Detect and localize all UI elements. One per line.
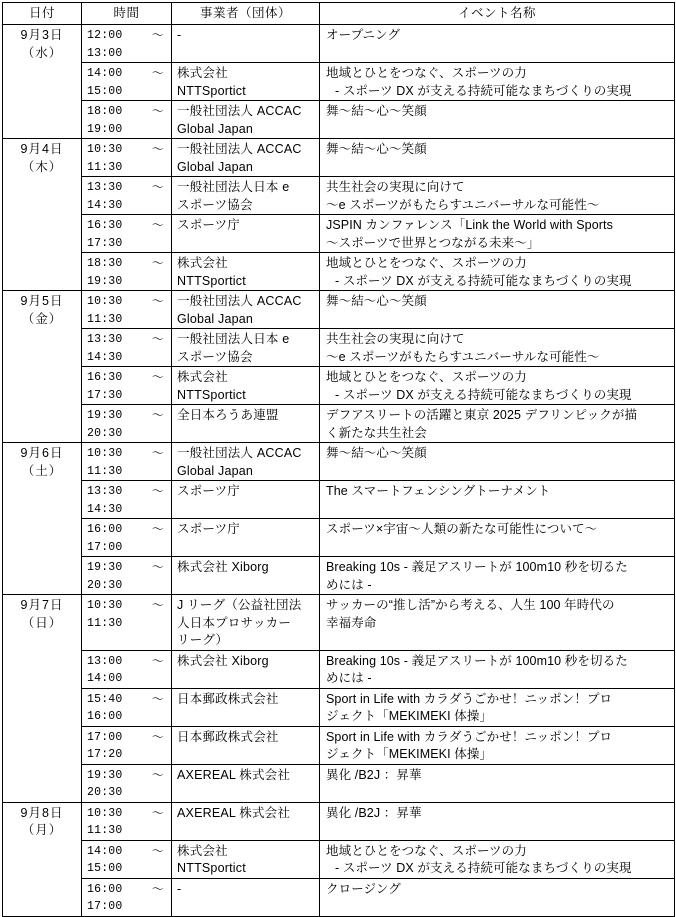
date-cell xyxy=(3,443,82,595)
time-end: 11:30 xyxy=(87,824,123,837)
time-end: 17:30 xyxy=(87,388,123,402)
event-name-line: 幸福寿命 xyxy=(326,615,377,630)
time-cell xyxy=(82,650,172,688)
organizer-line: 一般社団法人 ACCAC xyxy=(177,294,302,308)
time-start: 16:30 xyxy=(87,219,123,232)
event-name-cell xyxy=(320,139,675,177)
organizer-line: J リーグ（公益社団法 xyxy=(177,598,302,612)
time-cell xyxy=(82,139,172,177)
time-end: 19:30 xyxy=(87,274,123,288)
event-name-line: - スポーツ DX が支える持続可能なまちづくりの実現 xyxy=(335,387,632,402)
event-name-line: 舞～結～心～笑顔 xyxy=(326,446,427,460)
organizer-line: Global Japan xyxy=(177,463,254,478)
time-cell xyxy=(82,253,172,291)
organizer-line: スポーツ協会 xyxy=(177,349,253,364)
event-name-line: JSPIN カンファレンス「Link the World with Sports xyxy=(326,218,613,232)
organizer-line: スポーツ庁 xyxy=(177,522,241,536)
event-name-line: 舞～結～心～笑顔 xyxy=(326,142,427,156)
time-range-separator: ～ xyxy=(151,843,164,858)
table-row xyxy=(3,63,675,101)
time-cell xyxy=(82,329,172,367)
organizer-cell xyxy=(172,405,320,443)
table-row xyxy=(3,650,675,688)
table-row xyxy=(3,329,675,367)
event-name-cell xyxy=(320,557,675,595)
time-cell xyxy=(82,25,172,63)
date-cell xyxy=(3,25,82,139)
event-name-cell xyxy=(320,878,675,916)
organizer-line: スポーツ庁 xyxy=(177,218,241,232)
date-cell xyxy=(3,802,82,916)
time-range-separator: ～ xyxy=(151,484,164,498)
time-cell xyxy=(82,63,172,101)
time-start: 16:30 xyxy=(87,371,123,384)
table-row xyxy=(3,481,675,519)
table-row xyxy=(3,840,675,878)
time-cell xyxy=(82,878,172,916)
event-name-cell xyxy=(320,595,675,651)
date-line: 9月8日 xyxy=(20,805,64,820)
time-start: 19:30 xyxy=(87,561,123,574)
time-end: 13:00 xyxy=(87,46,123,60)
time-start: 16:00 xyxy=(87,523,123,536)
time-end: 20:30 xyxy=(87,786,123,799)
time-start: 13:30 xyxy=(87,181,123,194)
date-line: （土） xyxy=(21,463,63,478)
time-range-separator: ～ xyxy=(151,653,164,668)
time-range-separator: ～ xyxy=(151,598,164,612)
time-end: 16:00 xyxy=(87,710,123,723)
time-end: 14:30 xyxy=(87,502,123,516)
table-row xyxy=(3,367,675,405)
organizer-cell xyxy=(172,177,320,215)
table-header xyxy=(3,3,675,25)
time-end: 11:30 xyxy=(87,616,123,630)
event-name-line: 舞～結～心～笑顔 xyxy=(326,294,427,308)
table-row xyxy=(3,177,675,215)
organizer-line: 株式会社 Xiborg xyxy=(177,653,269,668)
organizer-cell xyxy=(172,557,320,595)
organizer-cell xyxy=(172,443,320,481)
time-start: 18:00 xyxy=(87,105,123,118)
organizer-cell xyxy=(172,726,320,764)
time-range-separator: ～ xyxy=(151,408,164,422)
time-range-separator: ～ xyxy=(151,104,164,118)
event-name-line: - スポーツ DX が支える持続可能なまちづくりの実現 xyxy=(335,273,632,288)
table-row xyxy=(3,139,675,177)
time-end: 19:00 xyxy=(87,122,123,136)
time-cell xyxy=(82,481,172,519)
time-cell xyxy=(82,840,172,878)
organizer-line: Global Japan xyxy=(177,159,254,174)
event-name-line: 異化 /B2J ：昇華 xyxy=(326,767,422,782)
time-start: 10:30 xyxy=(87,806,123,820)
event-name-line: サッカーの“推し活”から考える、人生 100 年時代の xyxy=(326,598,615,612)
time-start: 17:00 xyxy=(87,730,123,744)
time-end: 11:30 xyxy=(87,312,123,326)
time-range-separator: ～ xyxy=(151,256,164,270)
column-header-event: イベント名称 xyxy=(320,3,675,25)
organizer-line: - xyxy=(177,28,182,42)
time-cell xyxy=(82,443,172,481)
event-name-cell xyxy=(320,329,675,367)
time-range-separator: ～ xyxy=(151,881,164,896)
organizer-cell xyxy=(172,25,320,63)
date-line: 9月5日 xyxy=(20,294,64,308)
date-line: 9月6日 xyxy=(20,446,64,460)
table-row xyxy=(3,688,675,726)
table-row xyxy=(3,595,675,651)
organizer-line: スポーツ庁 xyxy=(177,484,241,498)
organizer-cell xyxy=(172,139,320,177)
time-end: 15:00 xyxy=(87,862,123,875)
event-name-cell xyxy=(320,519,675,557)
time-start: 10:30 xyxy=(87,295,123,308)
date-line: （水） xyxy=(21,45,63,60)
organizer-cell xyxy=(172,253,320,291)
organizer-cell xyxy=(172,595,320,651)
organizer-line: AXEREAL 株式会社 xyxy=(177,767,291,782)
time-cell xyxy=(82,595,172,651)
organizer-cell xyxy=(172,764,320,802)
organizer-cell xyxy=(172,63,320,101)
time-end: 17:20 xyxy=(87,748,123,761)
time-range-separator: ～ xyxy=(151,66,164,80)
event-name-line: Sport in Life with カラダうごかせ！ニッポン！プロ xyxy=(326,729,613,744)
time-cell xyxy=(82,519,172,557)
time-end: 20:30 xyxy=(87,426,123,440)
organizer-line: 株式会社 xyxy=(177,66,228,80)
event-name-line: 地域とひとをつなぐ、スポーツの力 xyxy=(326,256,527,270)
table-row xyxy=(3,519,675,557)
event-name-cell xyxy=(320,688,675,726)
date-line: （金） xyxy=(21,311,63,326)
organizer-cell xyxy=(172,215,320,253)
organizer-cell xyxy=(172,802,320,840)
table-row xyxy=(3,726,675,764)
event-name-cell xyxy=(320,177,675,215)
time-start: 13:30 xyxy=(87,333,123,346)
event-name-line: ジェクト「MEKIMEKI 体操」 xyxy=(326,709,493,723)
time-start: 19:30 xyxy=(87,409,123,422)
event-name-line: デフアスリートの活躍と東京 2025 デフリンピックが描 xyxy=(326,408,638,422)
event-name-line: - スポーツ DX が支える持続可能なまちづくりの実現 xyxy=(335,861,632,875)
organizer-cell xyxy=(172,367,320,405)
event-name-line: オープニング xyxy=(326,28,401,42)
event-name-line: めには - xyxy=(326,577,372,592)
event-schedule-table xyxy=(2,2,675,917)
time-end: 15:00 xyxy=(87,84,123,98)
organizer-cell xyxy=(172,481,320,519)
organizer-line: NTTSportict xyxy=(177,861,246,875)
organizer-line: 全日本ろうあ連盟 xyxy=(177,408,279,422)
event-name-cell xyxy=(320,481,675,519)
time-start: 10:30 xyxy=(87,447,123,460)
organizer-line: 一般社団法人 ACCAC xyxy=(177,142,302,156)
organizer-line: NTTSportict xyxy=(177,273,246,288)
time-range-separator: ～ xyxy=(151,805,164,820)
event-name-cell xyxy=(320,253,675,291)
time-range-separator: ～ xyxy=(151,294,164,308)
time-cell xyxy=(82,557,172,595)
event-name-line: 異化 /B2J ：昇華 xyxy=(326,805,422,820)
table-row xyxy=(3,764,675,802)
table-row xyxy=(3,405,675,443)
time-range-separator: ～ xyxy=(151,180,164,194)
time-cell xyxy=(82,764,172,802)
organizer-line: 株式会社 xyxy=(177,843,228,858)
date-cell xyxy=(3,595,82,803)
time-cell xyxy=(82,367,172,405)
organizer-cell xyxy=(172,329,320,367)
event-name-cell xyxy=(320,443,675,481)
time-end: 14:00 xyxy=(87,672,123,685)
time-range-separator: ～ xyxy=(151,560,164,574)
organizer-line: 株式会社 Xiborg xyxy=(177,560,269,574)
time-cell xyxy=(82,726,172,764)
organizer-line: 一般社団法人日本 e xyxy=(177,180,290,194)
event-name-cell xyxy=(320,25,675,63)
time-cell xyxy=(82,177,172,215)
organizer-cell xyxy=(172,878,320,916)
time-cell xyxy=(82,215,172,253)
time-end: 17:00 xyxy=(87,540,123,554)
event-name-line: 共生社会の実現に向けて xyxy=(326,180,465,194)
time-cell xyxy=(82,101,172,139)
organizer-cell xyxy=(172,291,320,329)
organizer-line: 一般社団法人 ACCAC xyxy=(177,446,302,460)
event-name-line: スポーツ×宇宙～人類の新たな可能性について～ xyxy=(326,522,598,536)
time-range-separator: ～ xyxy=(151,332,164,346)
time-range-separator: ～ xyxy=(151,28,164,42)
time-range-separator: ～ xyxy=(151,767,164,782)
time-end: 20:30 xyxy=(87,578,123,592)
organizer-line: - xyxy=(177,881,182,896)
event-name-cell xyxy=(320,367,675,405)
table-row xyxy=(3,215,675,253)
event-name-cell xyxy=(320,764,675,802)
event-name-line: 地域とひとをつなぐ、スポーツの力 xyxy=(326,370,527,384)
table-row xyxy=(3,802,675,840)
table-row xyxy=(3,557,675,595)
date-line: 9月4日 xyxy=(20,142,64,156)
event-name-cell xyxy=(320,726,675,764)
event-name-line: ～e スポーツがもたらすユニバーサルな可能性～ xyxy=(326,349,600,364)
time-start: 14:00 xyxy=(87,67,123,80)
time-start: 12:00 xyxy=(87,29,123,42)
time-range-separator: ～ xyxy=(151,446,164,460)
time-end: 14:30 xyxy=(87,350,123,364)
time-cell xyxy=(82,405,172,443)
organizer-line: 株式会社 xyxy=(177,256,228,270)
time-cell xyxy=(82,688,172,726)
organizer-line: 一般社団法人 ACCAC xyxy=(177,104,302,118)
date-line: 9月3日 xyxy=(20,28,64,42)
time-start: 19:30 xyxy=(87,768,123,782)
organizer-line: 日本郵政株式会社 xyxy=(177,691,279,706)
table-row xyxy=(3,443,675,481)
event-name-line: ～スポーツで世界とつながる未来～」 xyxy=(326,235,540,250)
event-name-cell xyxy=(320,101,675,139)
time-start: 16:00 xyxy=(87,882,123,896)
organizer-line: スポーツ協会 xyxy=(177,197,253,212)
event-name-line: ～e スポーツがもたらすユニバーサルな可能性～ xyxy=(326,197,600,212)
date-line: 9月7日 xyxy=(20,598,64,612)
organizer-line: Global Japan xyxy=(177,121,254,136)
event-name-cell xyxy=(320,802,675,840)
time-range-separator: ～ xyxy=(151,729,164,744)
organizer-line: NTTSportict xyxy=(177,83,246,98)
event-name-line: The スマートフェンシングトーナメント xyxy=(326,484,551,498)
date-cell xyxy=(3,291,82,443)
event-name-line: 地域とひとをつなぐ、スポーツの力 xyxy=(326,66,527,80)
time-end: 14:30 xyxy=(87,198,123,212)
time-end: 17:30 xyxy=(87,236,123,250)
date-line: （日） xyxy=(21,615,63,630)
date-cell xyxy=(3,139,82,291)
event-name-cell xyxy=(320,405,675,443)
time-start: 13:30 xyxy=(87,485,123,498)
time-start: 10:30 xyxy=(87,599,123,612)
time-range-separator: ～ xyxy=(151,522,164,536)
event-name-line: く新たな共生社会 xyxy=(326,425,427,440)
column-header-organizer: 事業者（団体） xyxy=(172,3,320,25)
organizer-cell xyxy=(172,840,320,878)
event-name-line: めには - xyxy=(326,671,372,685)
event-name-cell xyxy=(320,63,675,101)
organizer-line: 日本郵政株式会社 xyxy=(177,729,279,744)
organizer-line: AXEREAL 株式会社 xyxy=(177,805,291,820)
organizer-line: Global Japan xyxy=(177,311,254,326)
table-row xyxy=(3,878,675,916)
event-name-line: クロージング xyxy=(326,881,401,896)
event-name-cell xyxy=(320,291,675,329)
event-name-cell xyxy=(320,840,675,878)
date-line: （木） xyxy=(21,159,63,174)
time-end: 11:30 xyxy=(87,464,123,478)
event-name-line: ジェクト「MEKIMEKI 体操」 xyxy=(326,747,493,761)
table-row xyxy=(3,101,675,139)
time-range-separator: ～ xyxy=(151,218,164,232)
organizer-line: 人日本プロサッカー xyxy=(177,615,292,630)
organizer-line: 株式会社 xyxy=(177,370,228,384)
event-name-cell xyxy=(320,215,675,253)
organizer-cell xyxy=(172,101,320,139)
time-start: 13:00 xyxy=(87,654,123,668)
time-start: 18:30 xyxy=(87,257,123,270)
time-range-separator: ～ xyxy=(151,370,164,384)
time-cell xyxy=(82,802,172,840)
time-range-separator: ～ xyxy=(151,691,164,706)
event-name-line: 地域とひとをつなぐ、スポーツの力 xyxy=(326,843,527,858)
table-row xyxy=(3,291,675,329)
organizer-line: 一般社団法人日本 e xyxy=(177,332,290,346)
event-name-line: Breaking 10s - 義足アスリートが 100m10 秒を切るた xyxy=(326,653,628,668)
organizer-line: リーグ） xyxy=(177,633,229,647)
organizer-cell xyxy=(172,519,320,557)
event-name-line: - スポーツ DX が支える持続可能なまちづくりの実現 xyxy=(335,83,632,98)
organizer-cell xyxy=(172,650,320,688)
time-start: 15:40 xyxy=(87,692,123,706)
organizer-line: NTTSportict xyxy=(177,387,246,402)
event-name-line: Sport in Life with カラダうごかせ！ニッポン！プロ xyxy=(326,691,613,706)
event-name-line: 舞～結～心～笑顔 xyxy=(326,104,427,118)
table-row xyxy=(3,253,675,291)
column-header-time: 時間 xyxy=(82,3,172,25)
event-name-line: Breaking 10s - 義足アスリートが 100m10 秒を切るた xyxy=(326,560,628,574)
organizer-cell xyxy=(172,688,320,726)
column-header-date: 日付 xyxy=(3,3,82,25)
table-row xyxy=(3,25,675,63)
event-name-line: 共生社会の実現に向けて xyxy=(326,332,465,346)
event-name-cell xyxy=(320,650,675,688)
time-start: 10:30 xyxy=(87,143,123,156)
time-cell xyxy=(82,291,172,329)
time-start: 14:00 xyxy=(87,844,123,858)
time-end: 11:30 xyxy=(87,160,123,174)
header-row xyxy=(3,3,675,25)
time-end: 17:00 xyxy=(87,900,123,913)
date-line: （月） xyxy=(21,823,63,837)
time-range-separator: ～ xyxy=(151,142,164,156)
table-body xyxy=(3,25,675,917)
